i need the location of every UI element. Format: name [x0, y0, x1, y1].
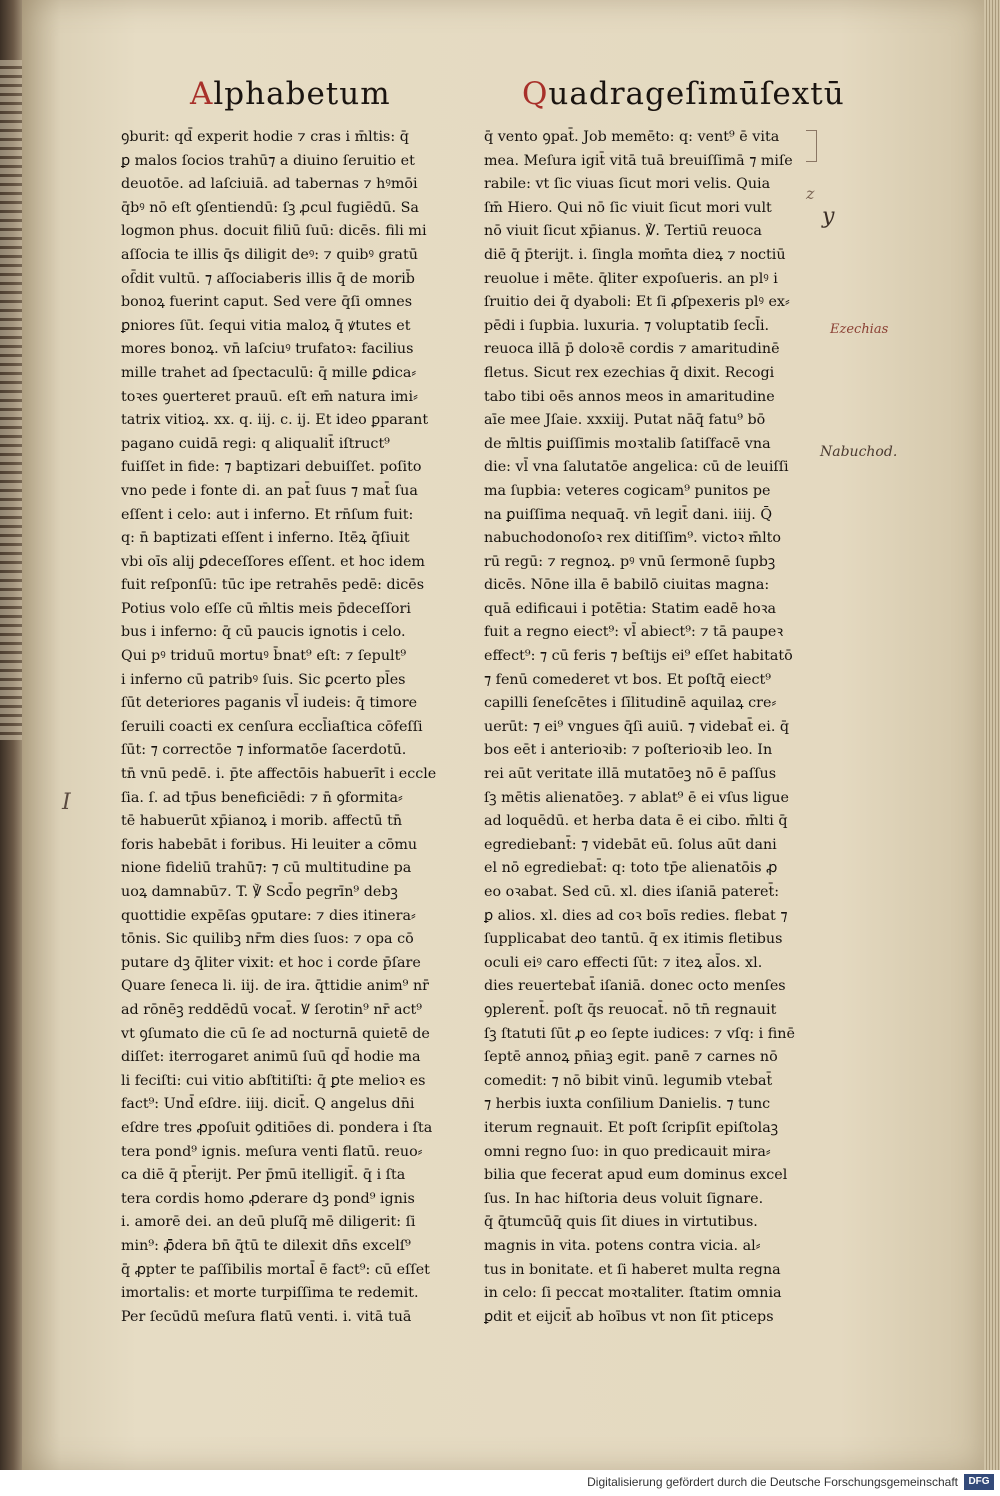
text-line: foris habebāt i foribus. Hi leuiter a cōmu	[121, 836, 418, 853]
text-line: i inferno cū patribꝰ ſuis. Sic ꝑcerto pl̄es	[121, 671, 406, 688]
text-line: mea. Meſura igit̄ vitā tuā breuiſſimā ⁊ miſe	[484, 152, 793, 169]
text-line: ſeptē annoꝝ pn̄iaꝫ egit. panē ⁊ carnes nō	[484, 1049, 778, 1066]
text-line: ad rōnēꝫ reddēdū vocat̄. Ꝟ ſerotin⁹ nr̄ act⁹	[121, 1001, 422, 1018]
text-line: q̄ q̄tumcūq̄ quis ſit diues in virtutibus.	[484, 1214, 758, 1231]
text-line: comedit: ⁊ nō bibit vinū. legumib vtebat̄	[484, 1072, 773, 1089]
text-line: ſūt deteriores paganis vl̄ iudeis: q̄ timore	[121, 695, 418, 712]
text-line: q: n̄ baptizati eſſent i inferno. Itēꝝ q̄ſiuit	[121, 530, 410, 547]
text-line: diſſet: iterrogaret animū ſuū qd̄ hodie ma	[121, 1049, 421, 1066]
text-line: bonoꝝ fuerint caput. Sed vere q̄ſi omnes	[121, 294, 413, 311]
text-line: Quare ſeneca li. iij. de ira. q̄ttidie anim⁹ nr̄	[121, 978, 429, 995]
marginal-tick-mark: I	[62, 790, 71, 815]
text-line: ⁊ herbis iuxta conſilium Danielis. ⁊ tunc	[484, 1096, 771, 1113]
text-line: Potius volo eſſe cū m̄ltis meis p̄deceſſori	[121, 600, 411, 617]
text-line: q̄bꝰ nō eſt ꝯſentiendū: ſꝫ ꝓcul fugiēdū. Sa	[121, 199, 419, 216]
text-line: ſm̄ Hiero. Qui nō ſic viuit ſicut mori vult	[484, 199, 772, 216]
text-line: oſ̄dit vultū. ⁊ aſſociaberis illis q̄ de morib̄	[121, 270, 415, 287]
marginal-ezechias-note: Ezechias	[830, 322, 889, 337]
text-line: bos eēt i anterioꝛib: ⁊ poſterioꝛib leo. In	[484, 742, 773, 759]
text-line: uerūt: ⁊ ei⁹ vngues q̄ſi auiū. ⁊ videbat̄ ei. q̄	[484, 718, 790, 735]
text-line: Per ſecūdū meſura flatū venti. i. vitā tuā	[121, 1308, 412, 1325]
text-line: effect⁹: ⁊ cū feris ⁊ beſtijs ei⁹ eſſet habitatō	[484, 648, 793, 665]
text-line: ꝑdit et eijcit̄ ab hoībus vt non ſit pticeps	[484, 1308, 774, 1325]
text-line: q̄ ꝓpter te paſſibilis mortal̄ ē fact⁹: cū eſſet	[121, 1261, 430, 1278]
footer-credit: Digitalisierung gefördert durch die Deutsche Forschungsgemeinschaft	[587, 1475, 958, 1489]
text-line: uoꝝ damnabū⁊. T. ℣ Scd̄o pegrīn⁹ debꝫ	[121, 884, 398, 900]
running-head-right-text: uadrageſimūſextū	[548, 76, 845, 112]
text-line: dicēs. Nōne illa ē babilō ciuitas magna:	[484, 577, 770, 594]
text-line: pagano cuidā regi: q aliqualit̄ iſtruct⁹	[121, 435, 390, 452]
text-line: el nō egrediebat̄: q: toto tp̄e alienatōis ꝓ	[484, 860, 778, 877]
page-edges	[984, 0, 1000, 1470]
text-line: capilli ſeneſcētes i ſīlitudinē aquilaꝝ cre⸗	[484, 695, 777, 712]
text-line: eſdre tres ꝓpoſuit ꝯditiōes di. pondera i ſta	[121, 1119, 433, 1136]
text-line: ſeruili coacti ex cenſura eccl̄iaſtica cōfeſſi	[121, 718, 423, 735]
text-line: min⁹: ꝓ̄dera bn̄ q̄tū te dilexit dn̄s excelſ⁹	[121, 1237, 411, 1254]
text-line: fuit a regno eiect⁹: vl̄ abiect⁹: ⁊ tā paupeꝛ	[484, 624, 784, 641]
text-line: nō viuit ſicut xp̄ianus. ℣. Tertiū reuoca	[484, 223, 762, 240]
text-line: tatrix vitioꝝ. xx. q. iij. c. ij. Et ideo ꝑparant	[121, 412, 429, 429]
text-line: vt ꝯſumato die cū ſe ad nocturnā quietē de	[121, 1025, 430, 1042]
text-line: ꝑniores ſūt. ſequi vitia maloꝝ q̄ ꝟtutes et	[121, 317, 411, 334]
text-line: eſſent i celo: aut i inferno. Et rn̄ſum fuit:	[121, 506, 414, 523]
running-head-left	[190, 76, 391, 112]
text-line: Qui pꝰ triduū mortuꝰ b̄nat⁹ eſt: ⁊ ſepult⁹	[121, 648, 407, 665]
text-line: putare dꝫ q̄liter vixit: et hoc i corde p̄ſare	[121, 954, 421, 971]
text-line: vno pede i fonte di. an pat̄ ſuus ⁊ mat̄ ſua	[121, 482, 418, 499]
text-line: rū regū: ⁊ regnoꝝ. pꝰ vnū ſermonē ſupbꝫ	[484, 553, 776, 570]
text-line: fact⁹: Und̄ eſdre. iiij. dicit̄. Q angelus dn̄i	[121, 1096, 415, 1113]
text-line: eo oꝛabat. Sed cū. xl. dies iſaniā pateret̄:	[484, 884, 780, 900]
text-line: iterum regnauit. Et poſt ſcripſit epiſtolaꝫ	[484, 1119, 779, 1136]
running-head-right-initial: Q	[522, 76, 549, 112]
text-line: imortalis: et morte turpiſſima te redemit.	[121, 1285, 419, 1302]
text-line: quā edificaui i potētia: Statim eadē hoꝛa	[484, 600, 777, 617]
text-line: in celo: ſi peccat moꝛtaliter. ſtatim omnia	[484, 1285, 782, 1302]
text-column-left	[121, 126, 439, 1329]
text-line: deuotōe. ad laſciuiā. ad tabernas ⁊ hꝰmōi	[121, 176, 418, 193]
text-line: reuolue i mēte. q̄liter expoſueris. an plꝰ i	[484, 270, 778, 287]
text-line: ꝯburit: qd̄ experit hodie ⁊ cras i m̄ltis: q̄	[121, 129, 409, 145]
text-line: q̄ vento ꝯpat̄. Job memēto: q: vent⁹ ē vita	[484, 129, 780, 145]
text-line: omni regno ſuo: in quo predicauit mira⸗	[484, 1143, 771, 1160]
text-column-right	[484, 126, 814, 1329]
text-line: toꝛes ꝯuerteret prauū. eſt em̄ natura imi⸗	[121, 388, 418, 405]
marginal-nabuchodonosor-note: Nabuchod.	[820, 444, 898, 460]
text-line: ꝑ alios. xl. dies ad coꝛ boīs redies. flebat ⁊	[484, 907, 788, 924]
text-line: tē habuerūt xp̄ianoꝝ i morib. affectū tn̄	[121, 813, 403, 830]
text-line: fuit reſponſū: tūc ipe retrahēs pedē: dicēs	[121, 577, 425, 594]
text-line: na ꝑuiſſima nequaq̄. vn̄ legit̄ dani. iiij. Q̄	[484, 506, 773, 523]
text-line: egrediebant̄: ⁊ videbāt eū. ſolus aūt dani	[484, 836, 777, 853]
text-line: ca diē q̄ pt̄erijt. Per p̄mū itelligit̄. q̄ i ſta	[121, 1167, 406, 1184]
text-line: de m̄ltis ꝑuiſſimis moꝛtalib ſatiſfacē vna	[484, 435, 771, 452]
text-line: die: vl̄ vna ſalutatōe angelica: cū de leuiſſi	[484, 459, 789, 476]
text-line: rabile: vt ſic viuas ſicut mori velis. Quia	[484, 176, 771, 193]
text-line: ſꝫ mētis alienatōeꝫ. ⁊ ablat⁹ ē ei vſus ligue	[484, 789, 789, 806]
marginal-small-mark: z	[806, 184, 815, 203]
text-line: li feciſti: cui vitio abſtitiſti: q̄ ꝑte melioꝛ es	[121, 1072, 426, 1089]
text-line: tera cordis homo ꝓderare dꝫ pond⁹ ignis	[121, 1190, 415, 1207]
running-head-left-initial: A	[190, 76, 214, 112]
text-line: fletus. Sicut rex ezechias q̄ dixit. Recogi	[484, 364, 775, 381]
text-line: tn̄ vnū pedē. i. p̄te affectōis habuerīt i eccle	[121, 766, 437, 783]
text-line: aīe mee Jſaie. xxxiij. Putat nāq̄ fatu⁹ bō	[484, 412, 766, 429]
text-line: mores bonoꝝ. vn̄ laſciuꝰ trufatoꝛ: facilius	[121, 341, 414, 358]
text-line: quottidie expēſas ꝯputare: ⁊ dies itinera⸗	[121, 907, 416, 924]
marginal-y-mark: y	[822, 204, 835, 229]
text-line: ſupplicabat deo tantū. q̄ ex itimis fletibus	[484, 931, 783, 948]
footer-bar	[0, 1470, 1000, 1496]
text-line: mille trahet ad ſpectaculū: q̄ mille ꝑdica⸗	[121, 364, 417, 381]
text-line: aſſocia te illis q̄s diligit deꝰ: ⁊ quibꝰ gratū	[121, 246, 418, 263]
text-line: tera pond⁹ ignis. meſura venti flatū. reuo⸗	[121, 1143, 423, 1160]
text-line: ad loquēdū. et herba data ē ei cibo. m̄lti q̄	[484, 813, 788, 830]
text-line: rei aūt veritate illā mutatōeꝫ nō ē paſſus	[484, 766, 777, 783]
text-line: dies reuertebat̄ iſaniā. donec octo menſes	[484, 978, 786, 995]
text-line: ſūt: ⁊ correctōe ⁊ informatōe ſacerdotū.	[121, 742, 407, 759]
text-line: vbi oīs alij ꝑdeceſſores eſſent. et hoc idem	[121, 553, 425, 570]
marginal-bracket	[806, 130, 817, 162]
text-line: ſruitio dei q̄ dyaboli: Et ſi ꝓſpexeris plꝰ ex⸗	[484, 294, 790, 311]
running-head-right	[522, 76, 845, 112]
text-line: nabuchodonoſoꝛ rex ditiſſim⁹. victoꝛ m̄lto	[484, 530, 781, 547]
text-line: ſia. ſ. ad tp̄us beneficiēdi: ⁊ n̄ ꝯformita⸗	[121, 789, 403, 806]
text-line: ſus. In hac hiſtoria deus voluit ſignare.	[484, 1190, 764, 1207]
text-line: i. amorē dei. an deū pluſq̄ mē diligerit: ſi	[121, 1214, 416, 1231]
text-line: ma ſupbia: veteres cogicam⁹ punitos pe	[484, 482, 771, 499]
facing-page-strip	[0, 60, 22, 740]
text-line: logmon phus. docuit filiū ſuū: dicēs. fili mi	[121, 223, 427, 240]
text-line: tōnis. Sic quilibꝫ nr̄m dies ſuos: ⁊ opa cō	[121, 931, 414, 948]
text-line: magnis in vita. potens contra vicia. al⸗	[484, 1237, 761, 1254]
text-line: oculi eiꝰ caro effecti ſūt: ⁊ iteꝝ al̄os. xl.	[484, 954, 763, 971]
text-line: ſꝫ ſtatuti ſūt ꝓ eo ſepte iudices: ⁊ vſq: i finē	[484, 1025, 795, 1042]
text-line: tabo tibi oēs annos meos in amaritudine	[484, 388, 775, 405]
text-line: bus i inferno: q̄ cū paucis ignotis i celo.	[121, 624, 406, 641]
text-line: ꝑ malos ſocios trahū⁊ a diuino ſeruitio et	[121, 152, 415, 169]
text-line: nione fideliū trahū⁊: ⁊ cū multitudine pa	[121, 860, 412, 877]
text-line: fuiſſet in fide: ⁊ baptizari debuiſſet. poſito	[121, 459, 422, 476]
text-line: ꝯplerent̄. poſt q̄s reuocat̄. nō tn̄ regnauit	[484, 1001, 777, 1018]
text-line: reuoca illā p̄ doloꝛē cordis ⁊ amaritudinē	[484, 341, 780, 358]
text-line: diē q̄ p̄terijt. i. ſingla mom̄ta dieꝝ ⁊ noctiū	[484, 246, 786, 263]
text-line: tus in bonitate. et ſi haberet multa regna	[484, 1261, 781, 1278]
text-line: bilia que fecerat apud eum dominus excel	[484, 1167, 788, 1184]
dfg-logo: DFG	[964, 1474, 994, 1490]
running-head-left-text: lphabetum	[213, 76, 391, 112]
text-line: pēdi i ſupbia. luxuria. ⁊ voluptatib ſecl̄i.	[484, 317, 770, 334]
text-line: ⁊ fenū comederet vt bos. Et poſtq̄ eiect⁹	[484, 671, 771, 688]
